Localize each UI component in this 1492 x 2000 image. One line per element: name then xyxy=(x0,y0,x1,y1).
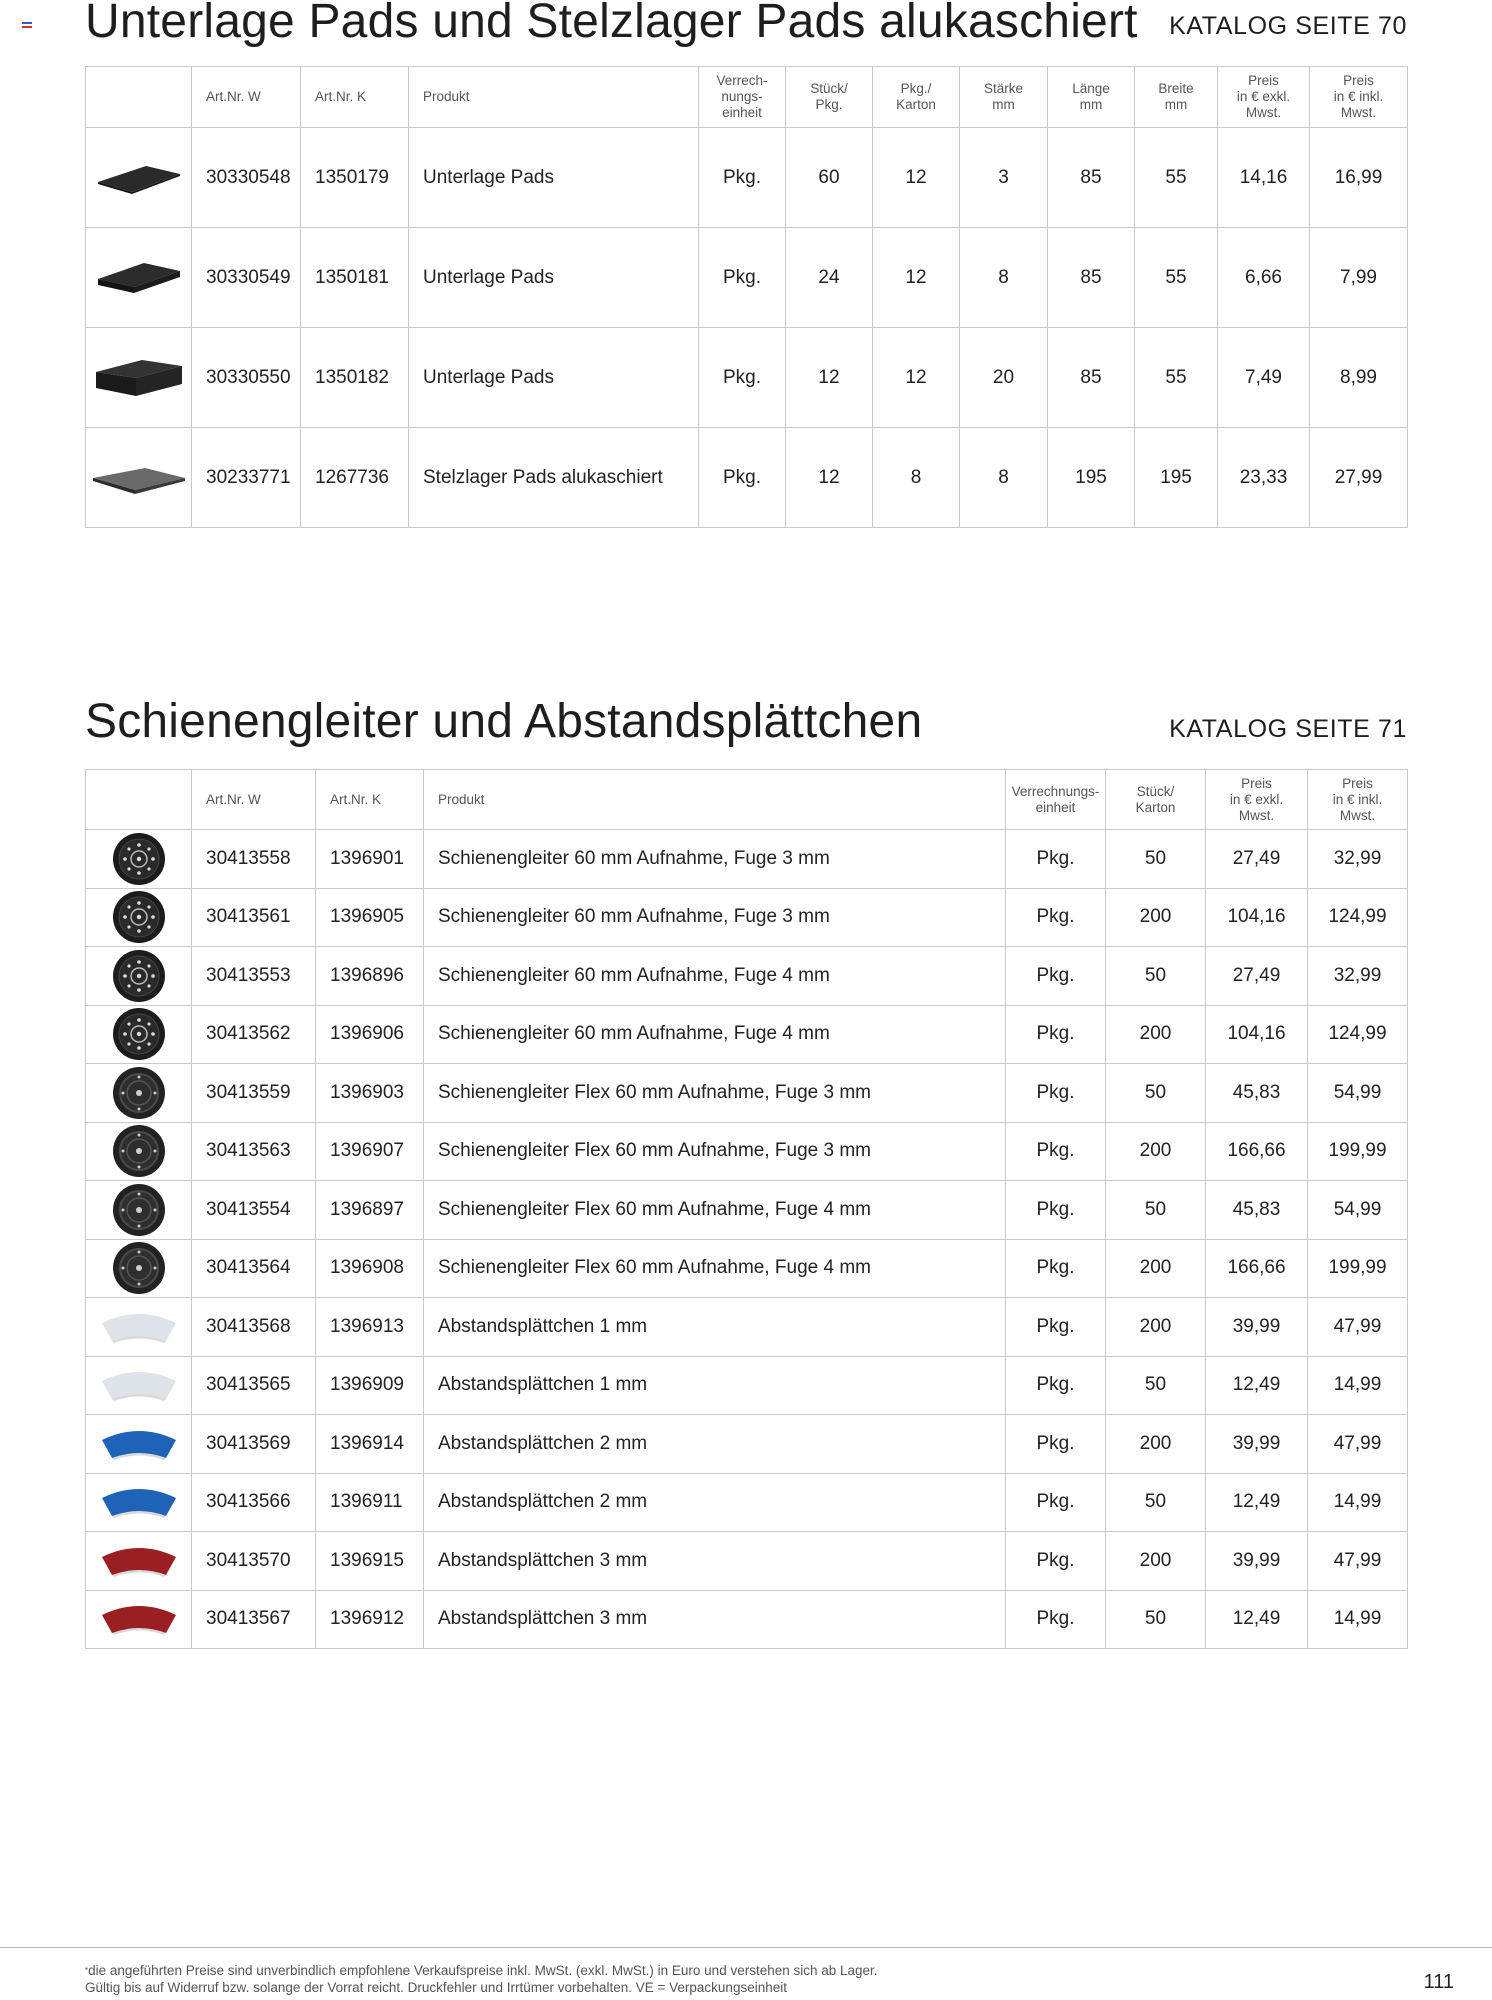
header-line: Verrech- xyxy=(716,73,768,88)
cell-stueck: 50 xyxy=(1106,1064,1206,1123)
cell-einheit: Pkg. xyxy=(1006,1415,1106,1474)
cell-preis-inkl: 7,99 xyxy=(1310,228,1408,328)
header-stueck-pkg xyxy=(786,67,873,128)
pad-thick-icon xyxy=(92,354,186,402)
cell-produkt: Schienengleiter Flex 60 mm Aufnahme, Fuge 3 mm xyxy=(424,1122,1006,1181)
cell-art-k: 1396903 xyxy=(316,1064,424,1123)
product-image-cell xyxy=(86,328,192,428)
spacer-2mm-icon xyxy=(96,1482,182,1522)
header-line: mm xyxy=(1164,97,1188,112)
table-row xyxy=(86,830,1408,889)
cell-produkt: Abstandsplättchen 1 mm xyxy=(424,1356,1006,1415)
header-produkt: Produkt xyxy=(409,67,699,128)
cell-breite: 55 xyxy=(1135,128,1218,228)
table-row xyxy=(86,1590,1408,1649)
table-row xyxy=(86,1532,1408,1591)
cell-stueck: 200 xyxy=(1106,1298,1206,1357)
cell-einheit: Pkg. xyxy=(1006,1239,1106,1298)
cell-art-w: 30413554 xyxy=(192,1181,316,1240)
table-row xyxy=(86,1473,1408,1532)
footnote-mark: * xyxy=(85,1966,89,1975)
cell-produkt: Schienengleiter 60 mm Aufnahme, Fuge 3 mm xyxy=(424,830,1006,889)
table-row xyxy=(86,1298,1408,1357)
header-staerke xyxy=(960,67,1048,128)
product-image-cell xyxy=(86,1122,192,1181)
cell-art-w: 30330550 xyxy=(192,328,301,428)
cell-breite: 195 xyxy=(1135,428,1218,528)
cell-einheit: Pkg. xyxy=(1006,947,1106,1006)
spacer-1mm-icon xyxy=(96,1365,182,1405)
cell-art-w: 30413562 xyxy=(192,1005,316,1064)
cell-art-w: 30330549 xyxy=(192,228,301,328)
cell-produkt: Schienengleiter 60 mm Aufnahme, Fuge 4 mm xyxy=(424,1005,1006,1064)
cell-art-w: 30413553 xyxy=(192,947,316,1006)
cell-einheit: Pkg. xyxy=(1006,1122,1106,1181)
cell-art-w: 30413569 xyxy=(192,1415,316,1474)
header-verrechnungseinheit xyxy=(699,67,786,128)
flex-glider-icon xyxy=(112,1066,166,1120)
section1-katalog-ref: KATALOG SEITE 70 xyxy=(1169,12,1407,40)
product-image-cell xyxy=(86,888,192,947)
corner-flag-icon xyxy=(22,22,32,28)
flex-glider-icon xyxy=(112,1241,166,1295)
table-row xyxy=(86,228,1408,328)
cell-staerke: 8 xyxy=(960,428,1048,528)
cell-produkt: Schienengleiter Flex 60 mm Aufnahme, Fuge 4 mm xyxy=(424,1181,1006,1240)
cell-stueck: 200 xyxy=(1106,1532,1206,1591)
cell-art-w: 30330548 xyxy=(192,128,301,228)
cell-preis-exkl: 27,49 xyxy=(1206,947,1308,1006)
cell-art-w: 30413565 xyxy=(192,1356,316,1415)
cell-produkt: Schienengleiter 60 mm Aufnahme, Fuge 3 mm xyxy=(424,888,1006,947)
header-line: Stück/ xyxy=(810,81,848,96)
header-line: Mwst. xyxy=(1238,807,1275,823)
spacer-3mm-icon xyxy=(96,1599,182,1639)
cell-produkt: Abstandsplättchen 3 mm xyxy=(424,1590,1006,1649)
cell-preis-exkl: 39,99 xyxy=(1206,1415,1308,1474)
cell-stueck: 12 xyxy=(786,328,873,428)
header-image xyxy=(86,770,192,830)
cell-stueck: 50 xyxy=(1106,1181,1206,1240)
cell-produkt: Stelzlager Pads alukaschiert xyxy=(409,428,699,528)
section2-title: Schienengleiter und Abstandsplättchen xyxy=(85,695,923,748)
cell-stueck: 200 xyxy=(1106,1005,1206,1064)
cell-stueck: 50 xyxy=(1106,1473,1206,1532)
product-image-cell xyxy=(86,1181,192,1240)
cell-art-k: 1396914 xyxy=(316,1415,424,1474)
cell-preis-inkl: 199,99 xyxy=(1308,1239,1408,1298)
cell-preis-inkl: 14,99 xyxy=(1308,1356,1408,1415)
header-line: Breite xyxy=(1158,81,1194,96)
cell-art-k: 1396908 xyxy=(316,1239,424,1298)
cell-preis-inkl: 8,99 xyxy=(1310,328,1408,428)
cell-art-w: 30413566 xyxy=(192,1473,316,1532)
cell-einheit: Pkg. xyxy=(1006,888,1106,947)
page-number: 111 xyxy=(1423,1971,1454,1993)
cell-art-k: 1396897 xyxy=(316,1181,424,1240)
header-preis-exkl xyxy=(1206,770,1308,830)
header-line: mm xyxy=(1079,97,1103,112)
cell-stueck: 200 xyxy=(1106,1239,1206,1298)
header-produkt: Produkt xyxy=(424,770,1006,830)
rail-glider-icon xyxy=(112,832,166,886)
header-line: Pkg. xyxy=(815,97,843,112)
cell-einheit: Pkg. xyxy=(699,328,786,428)
header-line: einheit xyxy=(1035,799,1076,815)
header-art-w: Art.Nr. W xyxy=(192,770,316,830)
rail-glider-icon xyxy=(112,890,166,944)
cell-breite: 55 xyxy=(1135,328,1218,428)
header-line: Mwst. xyxy=(1340,105,1377,120)
product-image-cell xyxy=(86,228,192,328)
cell-stueck: 60 xyxy=(786,128,873,228)
table-row xyxy=(86,1064,1408,1123)
cell-produkt: Abstandsplättchen 3 mm xyxy=(424,1532,1006,1591)
cell-preis-inkl: 124,99 xyxy=(1308,888,1408,947)
cell-einheit: Pkg. xyxy=(1006,1298,1106,1357)
cell-art-w: 30413564 xyxy=(192,1239,316,1298)
cell-art-k: 1396901 xyxy=(316,830,424,889)
cell-art-k: 1396896 xyxy=(316,947,424,1006)
cell-stueck: 200 xyxy=(1106,1122,1206,1181)
cell-art-k: 1350182 xyxy=(301,328,409,428)
table-row xyxy=(86,1122,1408,1181)
cell-stueck: 50 xyxy=(1106,947,1206,1006)
rail-glider-icon xyxy=(112,1007,166,1061)
cell-art-k: 1396912 xyxy=(316,1590,424,1649)
section1-title: Unterlage Pads und Stelzlager Pads alukaschiert xyxy=(85,0,1138,48)
cell-produkt: Abstandsplättchen 1 mm xyxy=(424,1298,1006,1357)
cell-preis-exkl: 104,16 xyxy=(1206,888,1308,947)
cell-karton: 12 xyxy=(873,228,960,328)
cell-art-w: 30233771 xyxy=(192,428,301,528)
product-image-cell xyxy=(86,947,192,1006)
product-image-cell xyxy=(86,1415,192,1474)
product-image-cell xyxy=(86,830,192,889)
pads-table xyxy=(85,66,1408,528)
header-stueck-karton xyxy=(1106,770,1206,830)
cell-preis-inkl: 14,99 xyxy=(1308,1473,1408,1532)
cell-preis-inkl: 32,99 xyxy=(1308,830,1408,889)
footnote-line: Gültig bis auf Widerruf bzw. solange der Vorrat reicht. Druckfehler und Irrtümer vorbehalten. VE = Verpackungseinheit xyxy=(85,1980,787,1995)
header-preis-inkl xyxy=(1308,770,1408,830)
cell-laenge: 85 xyxy=(1048,328,1135,428)
cell-einheit: Pkg. xyxy=(1006,1064,1106,1123)
header-line: Preis xyxy=(1343,73,1374,88)
header-line: Stück/ xyxy=(1136,783,1175,799)
product-image-cell xyxy=(86,428,192,528)
header-image xyxy=(86,67,192,128)
cell-art-k: 1396907 xyxy=(316,1122,424,1181)
footnote xyxy=(85,1962,878,1996)
cell-produkt: Schienengleiter Flex 60 mm Aufnahme, Fuge 4 mm xyxy=(424,1239,1006,1298)
header-line: Verrechnungs- xyxy=(1011,783,1100,799)
cell-art-k: 1396905 xyxy=(316,888,424,947)
header-line: einheit xyxy=(722,105,762,120)
cell-preis-exkl: 6,66 xyxy=(1218,228,1310,328)
header-line: mm xyxy=(992,97,1015,112)
header-line: in € exkl. xyxy=(1229,791,1284,807)
cell-produkt: Abstandsplättchen 2 mm xyxy=(424,1473,1006,1532)
header-line: in € exkl. xyxy=(1236,89,1291,104)
cell-karton: 8 xyxy=(873,428,960,528)
cell-preis-exkl: 7,49 xyxy=(1218,328,1310,428)
cell-produkt: Schienengleiter 60 mm Aufnahme, Fuge 4 mm xyxy=(424,947,1006,1006)
footer-divider xyxy=(0,1947,1492,1948)
product-image-cell xyxy=(86,1239,192,1298)
cell-preis-inkl: 27,99 xyxy=(1310,428,1408,528)
table-row xyxy=(86,1415,1408,1474)
cell-einheit: Pkg. xyxy=(699,228,786,328)
header-preis-inkl xyxy=(1310,67,1408,128)
product-image-cell xyxy=(86,1590,192,1649)
header-line: Stärke xyxy=(983,81,1024,96)
header-line: Preis xyxy=(1248,73,1279,88)
table-row xyxy=(86,888,1408,947)
pad-medium-icon xyxy=(94,257,184,299)
header-preis-exkl xyxy=(1218,67,1310,128)
alu-pad-icon xyxy=(91,458,187,498)
cell-preis-exkl: 12,49 xyxy=(1206,1356,1308,1415)
cell-preis-exkl: 166,66 xyxy=(1206,1239,1308,1298)
cell-produkt: Unterlage Pads xyxy=(409,228,699,328)
cell-preis-inkl: 47,99 xyxy=(1308,1532,1408,1591)
cell-einheit: Pkg. xyxy=(699,128,786,228)
header-line: Mwst. xyxy=(1245,105,1282,120)
header-line: Karton xyxy=(1135,799,1176,815)
cell-staerke: 20 xyxy=(960,328,1048,428)
cell-art-w: 30413561 xyxy=(192,888,316,947)
pad-thin-icon xyxy=(94,158,184,198)
header-art-w: Art.Nr. W xyxy=(192,67,301,128)
cell-einheit: Pkg. xyxy=(1006,1473,1106,1532)
cell-preis-exkl: 39,99 xyxy=(1206,1298,1308,1357)
cell-einheit: Pkg. xyxy=(1006,1590,1106,1649)
cell-stueck: 200 xyxy=(1106,888,1206,947)
cell-staerke: 3 xyxy=(960,128,1048,228)
cell-karton: 12 xyxy=(873,328,960,428)
table-header-row xyxy=(86,770,1408,830)
header-line: Karton xyxy=(896,97,936,112)
cell-laenge: 195 xyxy=(1048,428,1135,528)
glider-table xyxy=(85,769,1408,1649)
spacer-3mm-icon xyxy=(96,1541,182,1581)
cell-einheit: Pkg. xyxy=(1006,830,1106,889)
header-line: nungs- xyxy=(721,89,763,104)
cell-art-w: 30413558 xyxy=(192,830,316,889)
product-image-cell xyxy=(86,1064,192,1123)
cell-art-k: 1350179 xyxy=(301,128,409,228)
cell-art-w: 30413563 xyxy=(192,1122,316,1181)
header-art-k: Art.Nr. K xyxy=(316,770,424,830)
cell-preis-exkl: 27,49 xyxy=(1206,830,1308,889)
cell-produkt: Abstandsplättchen 2 mm xyxy=(424,1415,1006,1474)
cell-art-k: 1350181 xyxy=(301,228,409,328)
cell-produkt: Schienengleiter Flex 60 mm Aufnahme, Fuge 3 mm xyxy=(424,1064,1006,1123)
header-line: Pkg./ xyxy=(900,81,932,96)
cell-art-k: 1396909 xyxy=(316,1356,424,1415)
spacer-2mm-icon xyxy=(96,1424,182,1464)
cell-stueck: 12 xyxy=(786,428,873,528)
product-image-cell xyxy=(86,1356,192,1415)
header-line: in € inkl. xyxy=(1333,89,1384,104)
cell-stueck: 50 xyxy=(1106,1356,1206,1415)
cell-art-k: 1396915 xyxy=(316,1532,424,1591)
cell-preis-exkl: 14,16 xyxy=(1218,128,1310,228)
cell-stueck: 24 xyxy=(786,228,873,328)
cell-staerke: 8 xyxy=(960,228,1048,328)
cell-laenge: 85 xyxy=(1048,228,1135,328)
section2-katalog-ref: KATALOG SEITE 71 xyxy=(1169,715,1407,743)
cell-laenge: 85 xyxy=(1048,128,1135,228)
cell-art-k: 1396911 xyxy=(316,1473,424,1532)
cell-art-w: 30413567 xyxy=(192,1590,316,1649)
cell-preis-inkl: 199,99 xyxy=(1308,1122,1408,1181)
cell-breite: 55 xyxy=(1135,228,1218,328)
table-header-row xyxy=(86,67,1408,128)
cell-art-k: 1396906 xyxy=(316,1005,424,1064)
table-row xyxy=(86,128,1408,228)
cell-preis-exkl: 39,99 xyxy=(1206,1532,1308,1591)
cell-stueck: 50 xyxy=(1106,830,1206,889)
cell-preis-inkl: 47,99 xyxy=(1308,1415,1408,1474)
product-image-cell xyxy=(86,128,192,228)
cell-stueck: 200 xyxy=(1106,1415,1206,1474)
cell-einheit: Pkg. xyxy=(1006,1181,1106,1240)
cell-preis-inkl: 54,99 xyxy=(1308,1064,1408,1123)
cell-preis-exkl: 12,49 xyxy=(1206,1590,1308,1649)
table-row xyxy=(86,947,1408,1006)
cell-art-w: 30413570 xyxy=(192,1532,316,1591)
cell-preis-exkl: 45,83 xyxy=(1206,1064,1308,1123)
cell-preis-inkl: 14,99 xyxy=(1308,1590,1408,1649)
product-image-cell xyxy=(86,1298,192,1357)
flex-glider-icon xyxy=(112,1124,166,1178)
cell-einheit: Pkg. xyxy=(699,428,786,528)
cell-preis-inkl: 16,99 xyxy=(1310,128,1408,228)
product-image-cell xyxy=(86,1005,192,1064)
header-line: Preis xyxy=(1241,775,1272,791)
table-row xyxy=(86,1181,1408,1240)
cell-stueck: 50 xyxy=(1106,1590,1206,1649)
cell-einheit: Pkg. xyxy=(1006,1005,1106,1064)
cell-einheit: Pkg. xyxy=(1006,1356,1106,1415)
cell-preis-inkl: 32,99 xyxy=(1308,947,1408,1006)
product-image-cell xyxy=(86,1473,192,1532)
cell-preis-inkl: 47,99 xyxy=(1308,1298,1408,1357)
cell-preis-inkl: 124,99 xyxy=(1308,1005,1408,1064)
header-line: Mwst. xyxy=(1339,807,1376,823)
cell-karton: 12 xyxy=(873,128,960,228)
spacer-1mm-icon xyxy=(96,1307,182,1347)
cell-preis-exkl: 23,33 xyxy=(1218,428,1310,528)
table-row xyxy=(86,328,1408,428)
cell-preis-exkl: 166,66 xyxy=(1206,1122,1308,1181)
cell-preis-exkl: 104,16 xyxy=(1206,1005,1308,1064)
header-verrechnungseinheit xyxy=(1006,770,1106,830)
product-image-cell xyxy=(86,1532,192,1591)
cell-preis-exkl: 45,83 xyxy=(1206,1181,1308,1240)
footnote-line: die angeführten Preise sind unverbindlich empfohlene Verkaufspreise inkl. MwSt. (exkl. MwSt.) in Euro und verstehen sich ab Lager. xyxy=(88,1963,878,1978)
cell-preis-inkl: 54,99 xyxy=(1308,1181,1408,1240)
table-row xyxy=(86,1005,1408,1064)
flex-glider-icon xyxy=(112,1183,166,1237)
cell-art-k: 1267736 xyxy=(301,428,409,528)
cell-art-k: 1396913 xyxy=(316,1298,424,1357)
cell-produkt: Unterlage Pads xyxy=(409,128,699,228)
header-line: Preis xyxy=(1342,775,1373,791)
table-row xyxy=(86,1356,1408,1415)
cell-einheit: Pkg. xyxy=(1006,1532,1106,1591)
cell-art-w: 30413559 xyxy=(192,1064,316,1123)
header-art-k: Art.Nr. K xyxy=(301,67,409,128)
header-line: in € inkl. xyxy=(1332,791,1383,807)
header-laenge xyxy=(1048,67,1135,128)
header-pkg-karton xyxy=(873,67,960,128)
table-row xyxy=(86,1239,1408,1298)
header-line: Länge xyxy=(1072,81,1110,96)
cell-art-w: 30413568 xyxy=(192,1298,316,1357)
cell-produkt: Unterlage Pads xyxy=(409,328,699,428)
header-breite xyxy=(1135,67,1218,128)
table-row xyxy=(86,428,1408,528)
rail-glider-icon xyxy=(112,949,166,1003)
cell-preis-exkl: 12,49 xyxy=(1206,1473,1308,1532)
